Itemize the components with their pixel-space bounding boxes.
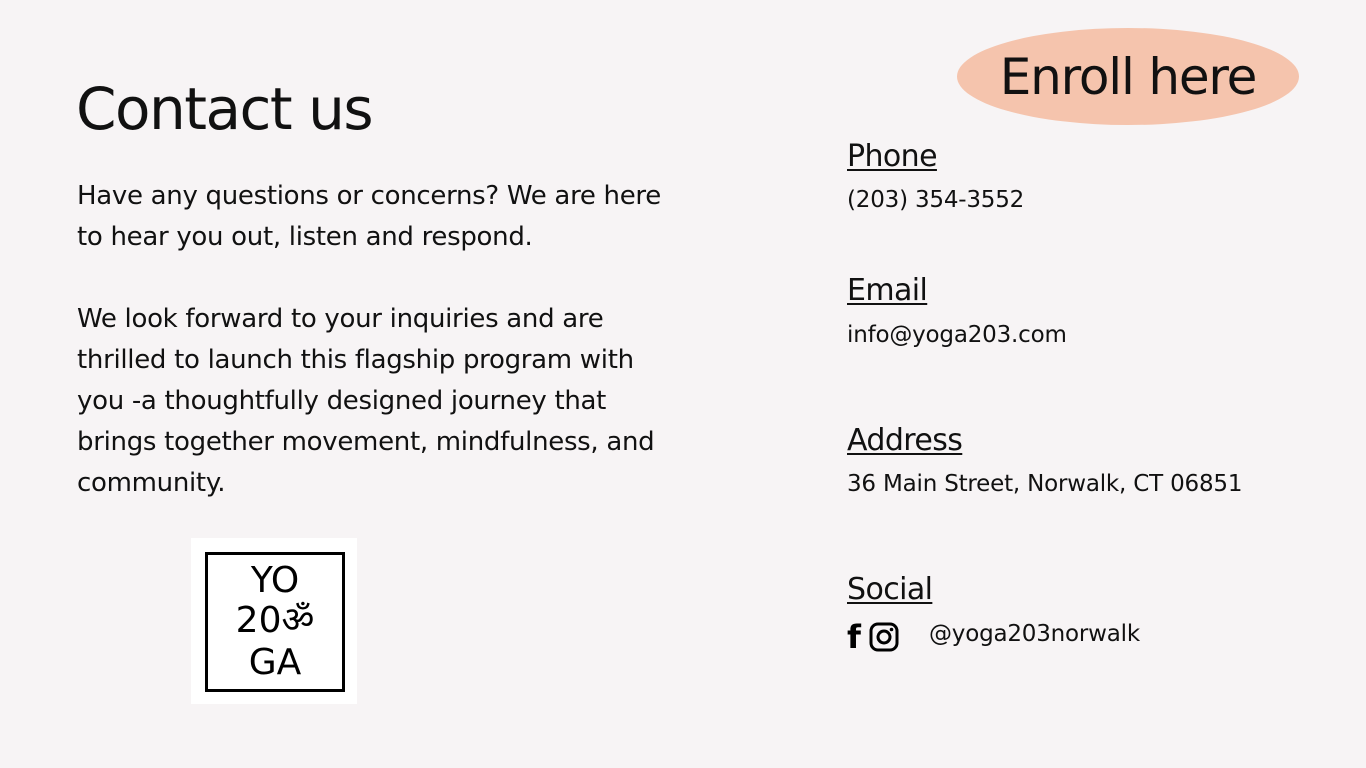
social-handle[interactable]: @yoga203norwalk [929, 621, 1140, 647]
logo-frame [205, 552, 345, 692]
phone-heading: Phone [847, 139, 937, 174]
enroll-button-label: Enroll here [999, 47, 1257, 106]
page-title: Contact us [76, 75, 373, 143]
logo-line-3: GA [248, 642, 302, 683]
enroll-button[interactable] [957, 28, 1299, 125]
phone-value[interactable]: (203) 354-3552 [847, 187, 1025, 213]
email-value[interactable]: info@yoga203.com [847, 322, 1067, 348]
facebook-icon[interactable]: f [847, 618, 861, 656]
address-heading: Address [847, 423, 963, 458]
yoga203-logo [191, 538, 357, 704]
intro-text [77, 176, 677, 504]
logo-line-2: 20ॐ [235, 600, 315, 641]
social-heading: Social [847, 572, 933, 607]
intro-paragraph-2: We look forward to your inquiries and are thrilled to launch this flagship program with you -a thoughtfully designed journey that brings together movement, mindfulness, and community. [77, 304, 655, 498]
instagram-icon[interactable] [869, 622, 899, 652]
intro-paragraph-1: Have any questions or concerns? We are here to hear you out, listen and respond. [77, 181, 661, 252]
logo-line-1: YO [250, 560, 300, 601]
email-heading: Email [847, 273, 928, 308]
social-icons [847, 618, 899, 656]
address-value: 36 Main Street, Norwalk, CT 06851 [847, 471, 1243, 497]
